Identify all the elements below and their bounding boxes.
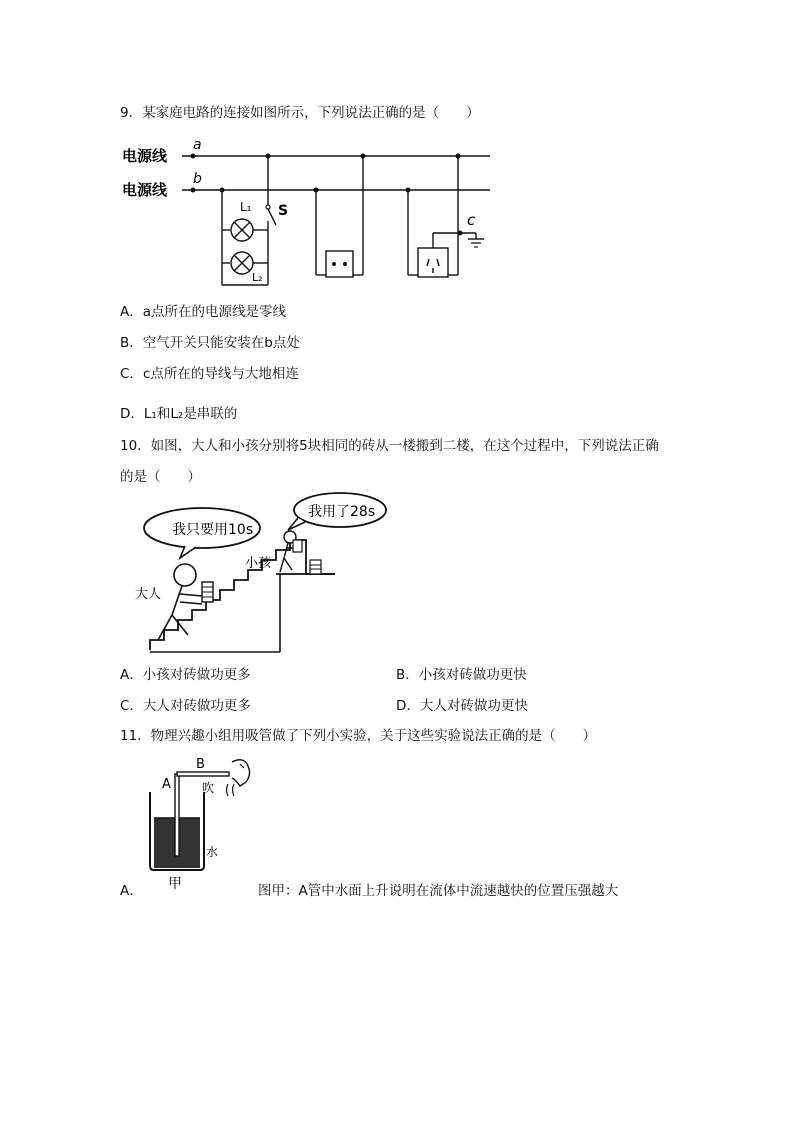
label-water: 水 <box>206 845 219 859</box>
option-text: 大人对砖做功更快 <box>419 698 528 714</box>
adult-label: 大人 <box>135 587 162 602</box>
q10-option-c[interactable] <box>120 697 251 715</box>
child-bubble-text: 我用了28s <box>308 504 376 520</box>
option-letter: D． <box>120 406 144 422</box>
child-label: 小孩 <box>245 556 272 571</box>
q10-option-b[interactable] <box>396 666 527 684</box>
switch-label: S <box>278 203 289 219</box>
label-a: A <box>162 777 171 792</box>
adult-bubble-text: 我只要用10s <box>172 522 254 538</box>
point-c-label: c <box>467 211 476 229</box>
option-text: 大人对砖做功更多 <box>142 698 251 714</box>
option-letter: C． <box>120 366 143 382</box>
option-letter: B． <box>120 335 143 351</box>
line-label-b: 电源线 <box>122 181 168 199</box>
lamp1-label: L₁ <box>240 200 252 214</box>
option-text: a点所在的电源线是零线 <box>142 304 287 320</box>
q11-stem: 11．物理兴趣小组用吸管做了下列小实验，关于这些实验说法正确的是（ ） <box>120 728 597 744</box>
option-text: 小孩对砖做功更快 <box>418 667 527 683</box>
label-b: B <box>196 757 205 772</box>
option-letter: C． <box>120 698 143 714</box>
circuit-diagram <box>118 135 508 290</box>
option-letter: A． <box>120 667 143 683</box>
q10-option-d[interactable] <box>396 697 528 715</box>
q9-option-d[interactable] <box>120 405 237 423</box>
q11-option-a-text[interactable]: 图甲：A管中水面上升说明在流体中流速越快的位置压强越大 <box>258 883 619 899</box>
q10-stem-line2: 的是（ ） <box>120 469 201 485</box>
option-letter: A． <box>120 304 143 320</box>
option-text: L₁和L₂是串联的 <box>143 406 238 422</box>
option-letter: B． <box>396 667 419 683</box>
option-letter: D． <box>396 698 420 714</box>
q9-stem: 9．某家庭电路的连接如图所示，下列说法正确的是（ ） <box>120 105 480 121</box>
q9-option-a[interactable] <box>120 303 286 321</box>
straw-experiment-figure <box>140 752 258 890</box>
figure-caption: 甲 <box>168 876 182 890</box>
option-text: 小孩对砖做功更多 <box>142 667 251 683</box>
option-text: c点所在的导线与大地相连 <box>142 366 299 382</box>
q10-option-a[interactable] <box>120 666 251 684</box>
line-label-a: 电源线 <box>122 147 168 165</box>
label-blow: 吹 <box>202 781 215 795</box>
q9-option-b[interactable] <box>120 334 300 352</box>
point-a-label: a <box>193 137 202 153</box>
q11-option-a-letter[interactable]: A． <box>120 883 143 899</box>
lamp2-label: L₂ <box>252 271 263 284</box>
q9-option-c[interactable] <box>120 365 299 383</box>
stairs-figure <box>130 490 390 655</box>
option-text: 空气开关只能安装在b点处 <box>142 335 300 351</box>
point-b-label: b <box>193 171 202 187</box>
q10-stem-line1: 10．如图，大人和小孩分别将5块相同的砖从一楼搬到二楼，在这个过程中，下列说法正确 <box>120 438 659 454</box>
